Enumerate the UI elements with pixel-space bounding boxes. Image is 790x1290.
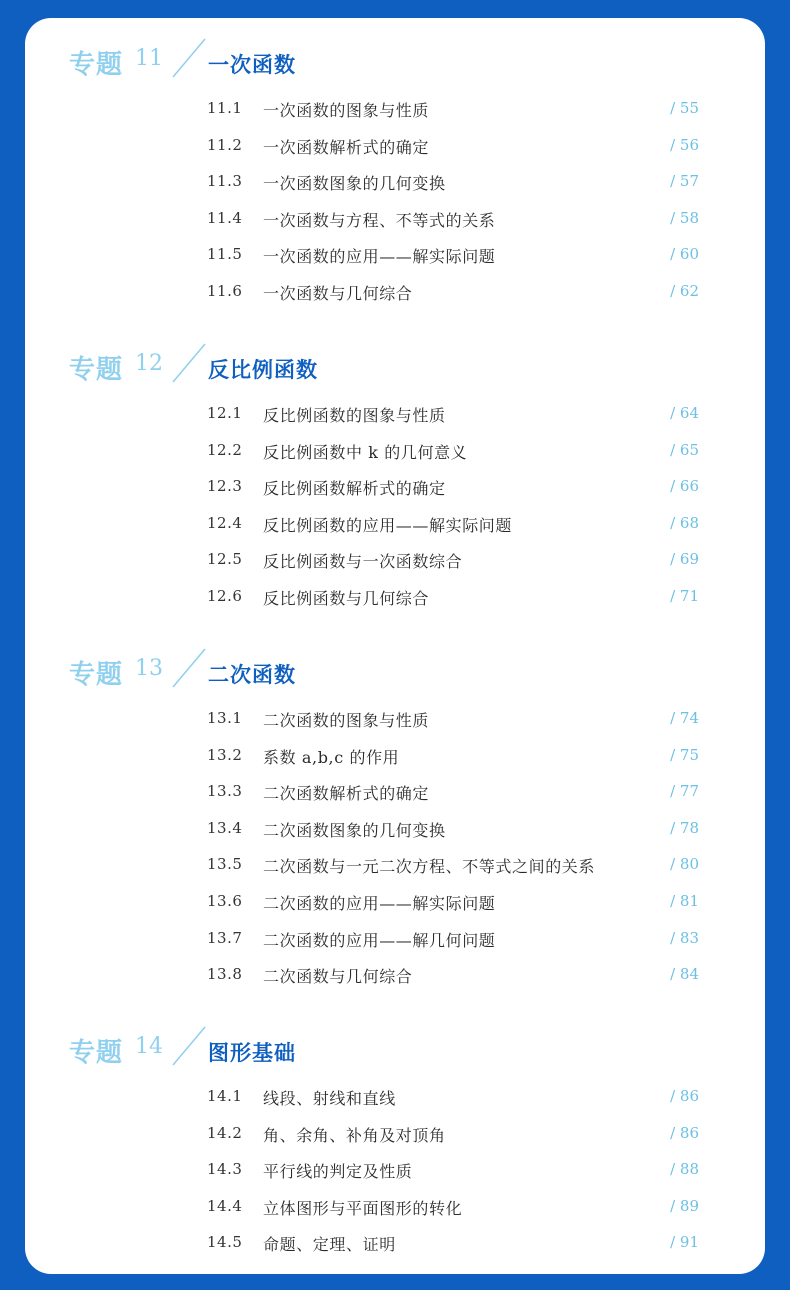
toc-entry[interactable]	[25, 884, 765, 921]
section-label: 专题	[69, 50, 124, 80]
entry-title: 二次函数图象的几何变换	[263, 820, 446, 840]
toc-entry[interactable]	[25, 469, 765, 506]
entry-page: / 83	[670, 928, 699, 947]
entry-page: / 81	[670, 891, 699, 910]
toc-entry[interactable]	[25, 506, 765, 543]
entry-page: / 57	[670, 172, 699, 191]
entry-title: 一次函数解析式的确定	[263, 137, 430, 157]
entry-page: / 55	[670, 99, 699, 117]
toc-entry[interactable]	[25, 738, 765, 775]
entry-page: / 74	[670, 709, 699, 727]
toc-entry[interactable]	[25, 237, 765, 274]
entry-number: 14.2	[207, 1123, 243, 1142]
entry-title: 线段、射线和直线	[263, 1089, 396, 1108]
entry-page: / 66	[670, 477, 699, 496]
entry-title: 反比例函数解析式的确定	[263, 479, 446, 499]
entry-page: / 91	[670, 1233, 699, 1252]
toc-entry[interactable]	[25, 847, 765, 884]
entry-title: 反比例函数与几何综合	[263, 588, 430, 608]
entry-number: 11.6	[207, 281, 243, 300]
entry-number: 12.6	[207, 586, 243, 605]
entry-page: / 77	[670, 782, 699, 801]
toc-entry[interactable]	[25, 91, 765, 128]
entry-page: / 88	[670, 1160, 699, 1179]
entry-page: / 56	[670, 135, 699, 154]
entry-number: 13.2	[207, 745, 243, 764]
section-12	[25, 345, 765, 616]
entry-title: 平行线的判定及性质	[263, 1162, 413, 1182]
entry-page: / 62	[670, 281, 699, 300]
section-number: 11	[135, 46, 163, 71]
section-header	[25, 40, 765, 90]
entry-number: 11.4	[207, 208, 243, 227]
section-number: 13	[135, 656, 163, 681]
entry-page: / 68	[670, 513, 699, 532]
section-label: 专题	[69, 660, 124, 690]
entry-number: 13.8	[207, 965, 243, 984]
entry-number: 12.1	[207, 404, 243, 422]
entry-page: / 64	[670, 404, 699, 422]
entry-title: 反比例函数与一次函数综合	[263, 552, 463, 572]
entry-title: 一次函数的应用——解实际问题	[263, 247, 496, 267]
entry-title: 角、余角、补角及对顶角	[263, 1125, 446, 1145]
entry-page: / 75	[670, 745, 699, 764]
entry-number: 14.3	[207, 1160, 243, 1179]
entry-number: 13.4	[207, 818, 243, 837]
entry-page: / 71	[670, 586, 699, 605]
toc-card	[25, 18, 765, 1274]
entry-number: 12.3	[207, 477, 243, 496]
section-14	[25, 1028, 765, 1262]
slash-divider-icon	[169, 646, 209, 690]
entry-title: 一次函数图象的几何变换	[263, 174, 446, 194]
toc-entry[interactable]	[25, 164, 765, 201]
section-header	[25, 1028, 765, 1078]
entry-title: 反比例函数的应用——解实际问题	[263, 515, 513, 535]
entry-number: 14.4	[207, 1196, 243, 1215]
entry-title: 立体图形与平面图形的转化	[263, 1198, 463, 1218]
entry-page: / 60	[670, 245, 699, 264]
entry-page: / 89	[670, 1196, 699, 1215]
entry-number: 13.6	[207, 891, 243, 910]
entry-number: 11.3	[207, 172, 243, 191]
toc-entry[interactable]	[25, 701, 765, 738]
toc-entry[interactable]	[25, 1116, 765, 1153]
entry-page: / 86	[670, 1123, 699, 1142]
toc-entry[interactable]	[25, 957, 765, 994]
toc-entry[interactable]	[25, 811, 765, 848]
entry-number: 13.5	[207, 855, 243, 874]
section-header	[25, 650, 765, 700]
entry-title: 反比例函数的图象与性质	[263, 406, 446, 425]
entry-number: 11.1	[207, 99, 243, 117]
entry-title: 一次函数与几何综合	[263, 283, 413, 303]
entry-number: 11.5	[207, 245, 243, 264]
toc-entry[interactable]	[25, 201, 765, 238]
entry-page: / 69	[670, 550, 699, 569]
entry-title: 系数 a,b,c 的作用	[263, 747, 400, 767]
entry-page: / 78	[670, 818, 699, 837]
section-11	[25, 40, 765, 311]
entry-page: / 80	[670, 855, 699, 874]
section-13	[25, 650, 765, 994]
section-number: 12	[135, 351, 163, 376]
entry-title: 二次函数解析式的确定	[263, 784, 430, 804]
entry-number: 13.7	[207, 928, 243, 947]
section-title: 反比例函数	[208, 358, 318, 382]
entry-page: / 65	[670, 440, 699, 459]
entry-title: 一次函数与方程、不等式的关系	[263, 210, 496, 230]
entry-number: 12.5	[207, 550, 243, 569]
entry-title: 二次函数的应用——解实际问题	[263, 893, 496, 913]
toc-entry[interactable]	[25, 433, 765, 470]
toc-entry[interactable]	[25, 396, 765, 433]
entry-number: 13.3	[207, 782, 243, 801]
entry-title: 二次函数的图象与性质	[263, 711, 430, 730]
slash-divider-icon	[169, 1024, 209, 1068]
entry-number: 12.4	[207, 513, 243, 532]
toc-entry[interactable]	[25, 128, 765, 165]
entry-title: 一次函数的图象与性质	[263, 101, 430, 120]
section-header	[25, 345, 765, 395]
section-number: 14	[135, 1034, 163, 1059]
entry-number: 12.2	[207, 440, 243, 459]
toc-entry[interactable]	[25, 542, 765, 579]
entry-number: 14.5	[207, 1233, 243, 1252]
entry-title: 二次函数与一元二次方程、不等式之间的关系	[263, 857, 596, 877]
toc-entry[interactable]	[25, 579, 765, 616]
slash-divider-icon	[169, 341, 209, 385]
section-title: 二次函数	[208, 663, 296, 687]
section-title: 一次函数	[208, 53, 296, 77]
entry-title: 二次函数与几何综合	[263, 967, 413, 987]
toc-entry[interactable]	[25, 1225, 765, 1262]
entry-title: 二次函数的应用——解几何问题	[263, 930, 496, 950]
entry-number: 13.1	[207, 709, 243, 727]
entry-title: 命题、定理、证明	[263, 1235, 396, 1255]
toc-entry[interactable]	[25, 274, 765, 311]
entry-page: / 84	[670, 965, 699, 984]
entry-number: 11.2	[207, 135, 243, 154]
toc-entry[interactable]	[25, 774, 765, 811]
toc-entry[interactable]	[25, 921, 765, 958]
entry-number: 14.1	[207, 1087, 243, 1105]
entry-page: / 58	[670, 208, 699, 227]
entry-page: / 86	[670, 1087, 699, 1105]
section-label: 专题	[69, 355, 124, 385]
slash-divider-icon	[169, 36, 209, 80]
entry-title: 反比例函数中 k 的几何意义	[263, 442, 468, 462]
toc-entry[interactable]	[25, 1152, 765, 1189]
section-label: 专题	[69, 1038, 124, 1068]
toc-entry[interactable]	[25, 1079, 765, 1116]
section-title: 图形基础	[208, 1041, 296, 1065]
toc-entry[interactable]	[25, 1189, 765, 1226]
